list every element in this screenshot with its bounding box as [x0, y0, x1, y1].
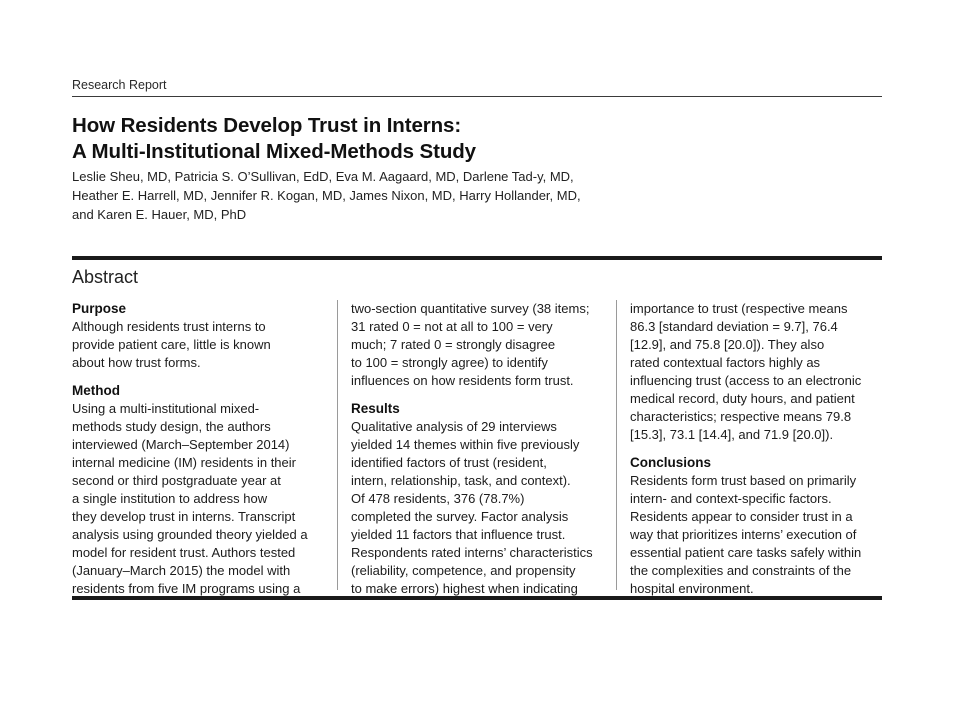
method-line: residents from five IM programs using a: [72, 581, 301, 596]
abstract-column-1: [72, 300, 322, 598]
method-line: a single institution to address how: [72, 491, 268, 506]
method-line: influences on how residents form trust.: [351, 373, 574, 388]
results-line: identified factors of trust (resident,: [351, 455, 547, 470]
results-line: yielded 11 factors that influence trust.: [351, 527, 566, 542]
results-line: [15.3], 73.1 [14.4], and 71.9 [20.0]).: [630, 427, 834, 442]
results-line: (reliability, competence, and propensity: [351, 563, 576, 578]
method-line: two-section quantitative survey (38 items;: [351, 301, 590, 316]
header-divider: [72, 96, 882, 97]
results-line: Of 478 residents, 376 (78.7%): [351, 491, 525, 506]
method-line: analysis using grounded theory yielded a: [72, 527, 308, 542]
method-line: Using a multi-institutional mixed-: [72, 401, 260, 416]
conclusions-line: intern- and context-specific factors.: [630, 491, 832, 506]
conclusions-line: the complexities and constraints of the: [630, 563, 852, 578]
section-gap: [630, 444, 885, 454]
method-line: (January–March 2015) the model with: [72, 563, 291, 578]
conclusions-line: hospital environment.: [630, 581, 754, 596]
method-line: methods study design, the authors: [72, 419, 271, 434]
method-line: interviewed (March–September 2014): [72, 437, 290, 452]
method-line: they develop trust in interns. Transcript: [72, 509, 296, 524]
abstract-heading: Abstract: [72, 267, 139, 287]
section-gap: [351, 390, 606, 400]
method-line: model for resident trust. Authors tested: [72, 545, 296, 560]
results-line: characteristics; respective means 79.8: [630, 409, 852, 424]
purpose-heading: Purpose: [72, 301, 127, 316]
author-line: Leslie Sheu, MD, Patricia S. O’Sullivan, EdD, Eva M. Aagaard, MD, Darlene Tad-y, MD,: [72, 169, 574, 184]
method-line: much; 7 rated 0 = strongly disagree: [351, 337, 556, 352]
author-line: and Karen E. Hauer, MD, PhD: [72, 207, 247, 222]
conclusions-line: essential patient care tasks safely within: [630, 545, 862, 560]
abstract-column-3: [630, 300, 885, 598]
method-line: 31 rated 0 = not at all to 100 = very: [351, 319, 553, 334]
purpose-line: about how trust forms.: [72, 355, 201, 370]
column-divider: [337, 300, 338, 590]
title-line: A Multi-Institutional Mixed-Methods Study: [72, 140, 476, 163]
section-label: Research Report: [72, 78, 167, 92]
results-line: to make errors) highest when indicating: [351, 581, 578, 596]
method-line: internal medicine (IM) residents in their: [72, 455, 296, 470]
results-line: medical record, duty hours, and patient: [630, 391, 855, 406]
results-line: importance to trust (respective means: [630, 301, 848, 316]
results-line: influencing trust (access to an electronic: [630, 373, 862, 388]
conclusions-line: Residents appear to consider trust in a: [630, 509, 853, 524]
results-line: Qualitative analysis of 29 interviews: [351, 419, 557, 434]
results-heading: Results: [351, 401, 400, 416]
conclusions-line: way that prioritizes interns’ execution of: [630, 527, 857, 542]
purpose-line: Although residents trust interns to: [72, 319, 266, 334]
author-list: [72, 167, 632, 224]
results-line: intern, relationship, task, and context).: [351, 473, 571, 488]
method-line: to 100 = strongly agree) to identify: [351, 355, 548, 370]
purpose-line: provide patient care, little is known: [72, 337, 271, 352]
column-divider: [616, 300, 617, 590]
results-line: yielded 14 themes within five previously: [351, 437, 580, 452]
abstract-column-2: [351, 300, 606, 598]
abstract-top-rule: [72, 256, 882, 260]
abstract-bottom-rule: [72, 596, 882, 600]
results-line: rated contextual factors highly as: [630, 355, 821, 370]
title-line: How Residents Develop Trust in Interns:: [72, 114, 462, 137]
method-line: second or third postgraduate year at: [72, 473, 281, 488]
author-line: Heather E. Harrell, MD, Jennifer R. Kogan, MD, James Nixon, MD, Harry Hollander, MD,: [72, 188, 581, 203]
results-line: 86.3 [standard deviation = 9.7], 76.4: [630, 319, 838, 334]
method-heading: Method: [72, 383, 120, 398]
results-line: [12.9], and 75.8 [20.0]). They also: [630, 337, 825, 352]
conclusions-line: Residents form trust based on primarily: [630, 473, 857, 488]
results-line: Respondents rated interns’ characteristics: [351, 545, 593, 560]
section-gap: [72, 372, 322, 382]
results-line: completed the survey. Factor analysis: [351, 509, 569, 524]
conclusions-heading: Conclusions: [630, 455, 712, 470]
article-title: [72, 113, 872, 165]
